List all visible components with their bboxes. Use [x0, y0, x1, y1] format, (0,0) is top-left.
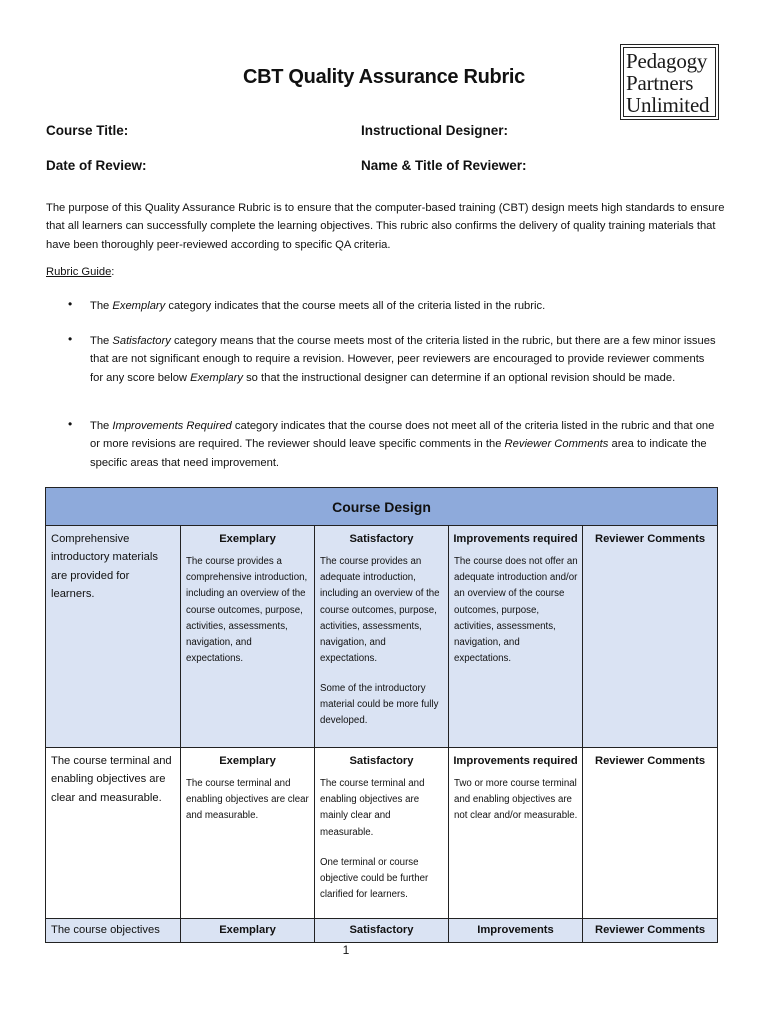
bullet-improvements	[90, 417, 720, 472]
logo-line-3: Unlimited	[626, 93, 710, 117]
satisfactory-label: Satisfactory	[349, 755, 414, 767]
improvements-cell	[449, 526, 583, 748]
table-row	[46, 748, 718, 919]
exemplary-paragraph: The course provides a comprehensive introduction, including an overview of the course outcomes, purpose, activities, assessments, navigation, and expectations.	[186, 556, 308, 664]
bullet-term: Reviewer Comments	[504, 438, 609, 451]
instructional-designer-label: Instructional Designer:	[361, 123, 509, 138]
comments-label: Reviewer Comments	[594, 924, 706, 936]
improvements-label: Improvements required	[453, 755, 578, 767]
satisfactory-cell	[315, 919, 449, 943]
satisfactory-cell	[315, 526, 449, 748]
rubric-table	[45, 487, 718, 943]
satisfactory-cell	[315, 748, 449, 919]
logo-line-2: Partners	[626, 71, 694, 95]
table-row	[46, 919, 718, 943]
reviewer-label: Name & Title of Reviewer:	[361, 158, 527, 173]
comments-label: Reviewer Comments	[594, 755, 706, 767]
table-header-row	[46, 488, 718, 526]
bullet-exemplary	[90, 297, 720, 315]
exemplary-label: Exemplary	[219, 533, 276, 545]
rubric-guide-label: Rubric Guide	[46, 266, 112, 278]
exemplary-label: Exemplary	[219, 755, 276, 767]
satisfactory-text	[315, 548, 448, 729]
satisfactory-paragraph: Some of the introductory material could be more fully developed.	[320, 682, 439, 727]
bullet-text: The	[90, 300, 113, 312]
bullet-text: The	[90, 335, 113, 347]
course-title-label: Course Title:	[46, 123, 129, 138]
page-number: 1	[342, 943, 350, 957]
bullet-text: so that the instructional designer can determine if an optional revision should be made.	[242, 371, 676, 384]
satisfactory-paragraph: One terminal or course objective could be further clarified for learners.	[320, 856, 429, 900]
satisfactory-paragraph: The course terminal and enabling objectives are mainly clear and measurable.	[320, 778, 425, 838]
date-of-review-label: Date of Review:	[46, 158, 147, 173]
bullet-icon: •	[68, 332, 73, 346]
table-row	[46, 526, 718, 748]
criterion-cell: Comprehensive introductory materials are provided for learners.	[46, 526, 181, 748]
exemplary-cell	[181, 919, 315, 943]
bullet-icon: •	[68, 297, 73, 311]
exemplary-label: Exemplary	[219, 924, 276, 936]
satisfactory-label: Satisfactory	[349, 924, 414, 936]
satisfactory-paragraph: The course provides an adequate introduction, including an overview of the course outcomes, purpose, activities, assessments, navigation, and expectations.	[320, 556, 440, 664]
bullet-text: category means that the course meets most of the criteria listed in the rubric, but there are a few minor issues that are not significant enough to require a revision. However, peer reviewers are encouraged to provide reviewer comments for any score below	[90, 335, 716, 384]
bullet-text: category indicates that the course does not meet all of the criteria listed in the rubric and that one or more revisions are required. The reviewer should leave specific comments in the	[90, 420, 715, 451]
satisfactory-text	[315, 770, 448, 903]
bullet-satisfactory	[90, 332, 720, 387]
improvements-cell	[449, 919, 583, 943]
exemplary-cell	[181, 526, 315, 748]
exemplary-paragraph: The course terminal and enabling objectives are clear and measurable.	[186, 778, 309, 822]
bullet-term: Improvements Required	[112, 420, 232, 432]
satisfactory-label: Satisfactory	[349, 533, 414, 545]
intro-paragraph: The purpose of this Quality Assurance Rubric is to ensure that the computer-based training (CBT) design meets high standards to ensure that all learners can successfully complete the learning objectives. This rubric also confirms the delivery of quality training materials that have been thoroughly peer-reviewed according to specific QA criteria.	[46, 202, 725, 251]
document-title: CBT Quality Assurance Rubric	[242, 66, 526, 88]
comments-cell[interactable]	[583, 748, 718, 919]
improvements-paragraph: Two or more course terminal and enabling objectives are not clear and/or measurable.	[454, 778, 578, 822]
bullet-icon: •	[68, 417, 73, 431]
improvements-text	[449, 548, 582, 667]
criterion-cell: The course objectives	[46, 919, 181, 943]
improvements-label: Improvements required	[453, 533, 578, 545]
criterion-cell: The course terminal and enabling objectives are clear and measurable.	[46, 748, 181, 919]
bullet-text: category indicates that the course meets all of the criteria listed in the rubric.	[165, 300, 546, 312]
improvements-label: Improvements	[477, 924, 554, 936]
comments-cell[interactable]	[583, 526, 718, 748]
logo-line-1: Pedagogy	[626, 49, 708, 73]
bullet-text: The	[90, 420, 113, 432]
improvements-cell	[449, 748, 583, 919]
bullet-term: Exemplary	[190, 371, 243, 384]
comments-label: Reviewer Comments	[594, 533, 706, 545]
improvements-text	[449, 770, 582, 824]
exemplary-cell	[181, 748, 315, 919]
comments-cell[interactable]	[583, 919, 718, 943]
bullet-term: Exemplary	[112, 300, 166, 312]
rubric-guide-heading	[46, 266, 114, 278]
section-title: Course Design	[46, 488, 718, 526]
rubric-guide-colon: :	[111, 266, 115, 278]
exemplary-text	[181, 548, 314, 667]
exemplary-text	[181, 770, 314, 824]
bullet-text: area to indicate the specific areas that need improvement.	[90, 438, 707, 469]
bullet-term: Satisfactory	[112, 335, 171, 347]
improvements-paragraph: The course does not offer an adequate introduction and/or an overview of the course outcomes, purpose, activities, assessments, navigation, and expectations.	[454, 556, 578, 664]
